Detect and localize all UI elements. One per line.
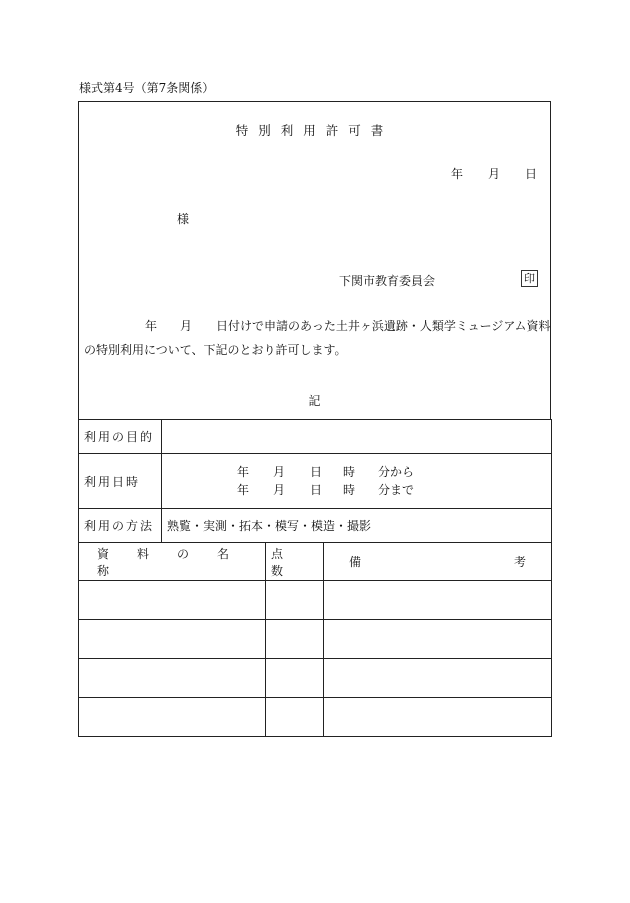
purpose-field[interactable] [162, 420, 552, 454]
recipient-honorific: 様 [177, 212, 190, 226]
issue-date-month: 月 [488, 167, 501, 181]
table-row [79, 698, 552, 737]
from-day: 日 [310, 465, 323, 479]
form-number: 様式第4号（第7条関係） [79, 81, 215, 95]
datetime-to-line [167, 481, 546, 501]
ki-heading: 記 [308, 394, 321, 408]
material-count-cell[interactable] [266, 659, 324, 698]
method-field[interactable]: 熟覧・実測・拓本・模写・模造・撮影 [162, 509, 552, 543]
from-hour: 時 [343, 465, 356, 479]
issue-date-day: 日 [525, 167, 538, 181]
body-month: 月 [180, 319, 193, 333]
to-hour: 時 [343, 483, 356, 497]
header-remarks [324, 543, 552, 581]
header-count: 点数 [266, 543, 324, 581]
material-name-cell[interactable] [79, 659, 266, 698]
to-minute: 分まで [378, 483, 415, 497]
header-remarks-left: 備 [349, 555, 362, 569]
datetime-from-line [167, 461, 546, 481]
purpose-label: 利用の目的 [79, 420, 162, 454]
material-name-cell[interactable] [79, 620, 266, 659]
form-title: 特別利用許可書 [235, 123, 394, 138]
material-name-cell[interactable] [79, 581, 266, 620]
body-year: 年 [145, 319, 158, 333]
header-material-name: 資料の名称 [79, 543, 266, 581]
material-remarks-cell[interactable] [324, 620, 552, 659]
seal-mark: 印 [521, 270, 538, 287]
table-row [79, 620, 552, 659]
body-line-2: の特別利用について、下記のとおり許可します。 [84, 343, 347, 357]
material-remarks-cell[interactable] [324, 659, 552, 698]
material-count-cell[interactable] [266, 581, 324, 620]
table-row [79, 659, 552, 698]
datetime-field[interactable] [162, 454, 552, 509]
material-count-cell[interactable] [266, 698, 324, 737]
from-minute: 分から [378, 465, 415, 479]
table-row [79, 581, 552, 620]
material-name-cell[interactable] [79, 698, 266, 737]
form-header-frame [78, 101, 551, 419]
body-line-1-text: 日付けで申請のあった土井ヶ浜遺跡・人類学ミュージアム資料 [216, 319, 551, 333]
issue-date-year: 年 [451, 167, 464, 181]
from-year: 年 [237, 465, 250, 479]
material-count-cell[interactable] [266, 620, 324, 659]
material-remarks-cell[interactable] [324, 581, 552, 620]
datetime-label: 利用日時 [79, 454, 162, 509]
issuer-name: 下関市教育委員会 [339, 274, 436, 288]
material-remarks-cell[interactable] [324, 698, 552, 737]
header-remarks-right: 考 [514, 555, 527, 569]
to-month: 月 [273, 483, 286, 497]
to-day: 日 [310, 483, 323, 497]
to-year: 年 [237, 483, 250, 497]
usage-table [78, 419, 552, 737]
method-label: 利用の方法 [79, 509, 162, 543]
from-month: 月 [273, 465, 286, 479]
